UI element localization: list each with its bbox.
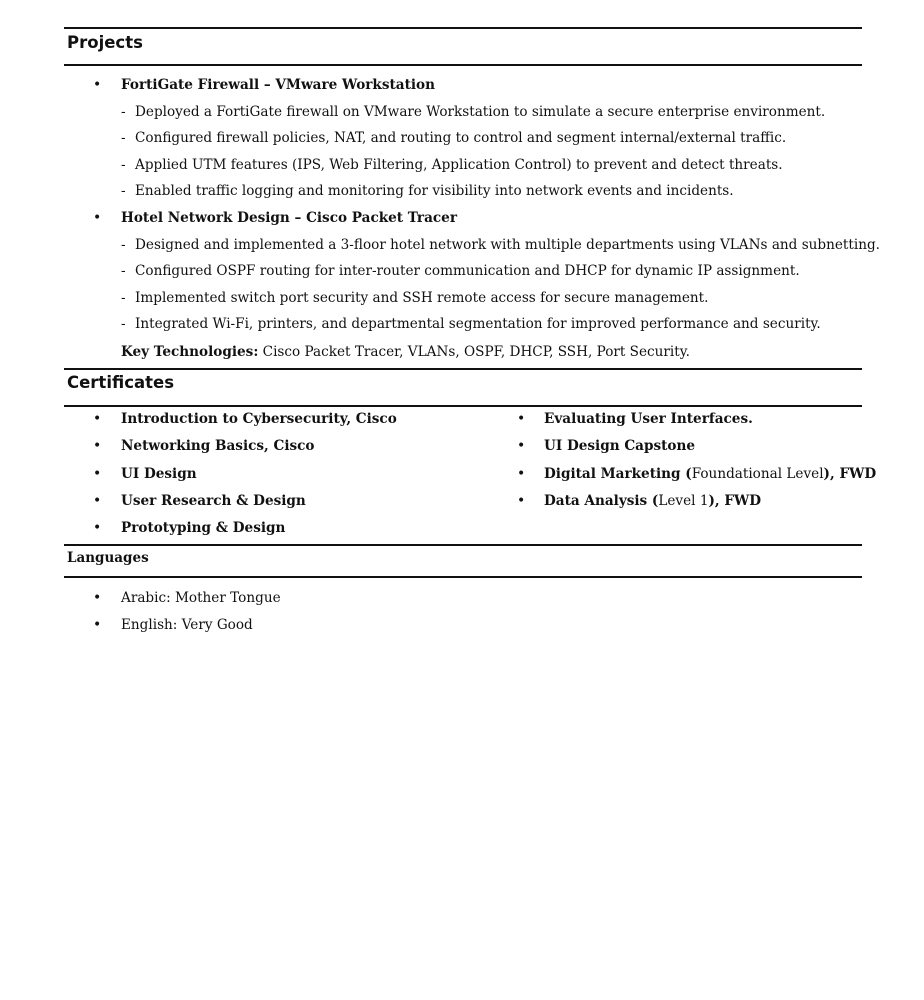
language-item: Arabic: Mother Tongue	[121, 590, 281, 606]
certificate-item	[544, 492, 761, 510]
divider-certificates-top	[64, 368, 862, 370]
dash-icon: -	[121, 237, 126, 253]
languages-heading: Languages	[67, 550, 149, 566]
certificate-item: User Research & Design	[121, 493, 306, 509]
bullet-icon: •	[93, 590, 102, 606]
bullet-icon: •	[93, 77, 102, 93]
certificate-item: Prototyping & Design	[121, 520, 286, 536]
project-point: Integrated Wi-Fi, printers, and departmental segmentation for improved performance and security.	[135, 316, 821, 332]
project-point: Configured firewall policies, NAT, and routing to control and segment internal/external traffic.	[135, 130, 787, 146]
bullet-icon: •	[93, 438, 102, 454]
key-technologies	[121, 343, 690, 361]
certificate-name: UI Design Capstone	[544, 438, 695, 454]
project-point: Configured OSPF routing for inter-router communication and DHCP for dynamic IP assignment.	[135, 263, 800, 279]
certificate-name: Evaluating User Interfaces.	[544, 411, 753, 427]
certificate-provider: ), FWD	[823, 466, 877, 482]
projects-heading: Projects	[67, 33, 143, 52]
dash-icon: -	[121, 183, 126, 199]
dash-icon: -	[121, 290, 126, 306]
bullet-icon: •	[93, 617, 102, 633]
bullet-icon: •	[517, 411, 526, 427]
key-technologies-label: Key Technologies:	[121, 344, 259, 360]
divider-projects	[64, 64, 862, 66]
divider-top	[64, 27, 862, 29]
certificate-item	[544, 465, 876, 483]
dash-icon: -	[121, 316, 126, 332]
certificates-heading: Certificates	[67, 373, 175, 392]
bullet-icon: •	[517, 466, 526, 482]
project-point: Implemented switch port security and SSH remote access for secure management.	[135, 290, 709, 306]
dash-icon: -	[121, 157, 126, 173]
language-item: English: Very Good	[121, 617, 253, 633]
bullet-icon: •	[93, 493, 102, 509]
certificate-item: Introduction to Cybersecurity, Cisco	[121, 411, 397, 427]
divider-languages-top	[64, 544, 862, 546]
certificate-item: Networking Basics, Cisco	[121, 438, 315, 454]
project-point: Deployed a FortiGate firewall on VMware Workstation to simulate a secure enterprise environment.	[135, 104, 826, 120]
bullet-icon: •	[517, 493, 526, 509]
certificate-name: Digital Marketing (	[544, 466, 692, 482]
bullet-icon: •	[517, 438, 526, 454]
dash-icon: -	[121, 263, 126, 279]
certificate-provider: ), FWD	[708, 493, 762, 509]
project-point: Enabled traffic logging and monitoring for visibility into network events and incidents.	[135, 183, 734, 199]
key-technologies-value: Cisco Packet Tracer, VLANs, OSPF, DHCP, SSH, Port Security.	[262, 344, 690, 360]
dash-icon: -	[121, 130, 126, 146]
bullet-icon: •	[93, 210, 102, 226]
project-title: FortiGate Firewall – VMware Workstation	[121, 77, 435, 93]
dash-icon: -	[121, 104, 126, 120]
project-title: Hotel Network Design – Cisco Packet Tracer	[121, 210, 457, 226]
certificate-level: Level 1	[658, 493, 709, 509]
certificate-level: Foundational Level	[691, 466, 824, 482]
project-point: Designed and implemented a 3-floor hotel network with multiple departments using VLANs and subnetting.	[135, 237, 880, 253]
divider-languages	[64, 576, 862, 578]
bullet-icon: •	[93, 466, 102, 482]
certificate-item	[544, 410, 753, 428]
certificate-name: Data Analysis (	[544, 493, 659, 509]
bullet-icon: •	[93, 411, 102, 427]
bullet-icon: •	[93, 520, 102, 536]
certificate-item: UI Design	[121, 466, 197, 482]
project-point: Applied UTM features (IPS, Web Filtering, Application Control) to prevent and detect threats.	[135, 157, 783, 173]
certificate-item	[544, 437, 695, 455]
divider-certificates	[64, 405, 862, 407]
